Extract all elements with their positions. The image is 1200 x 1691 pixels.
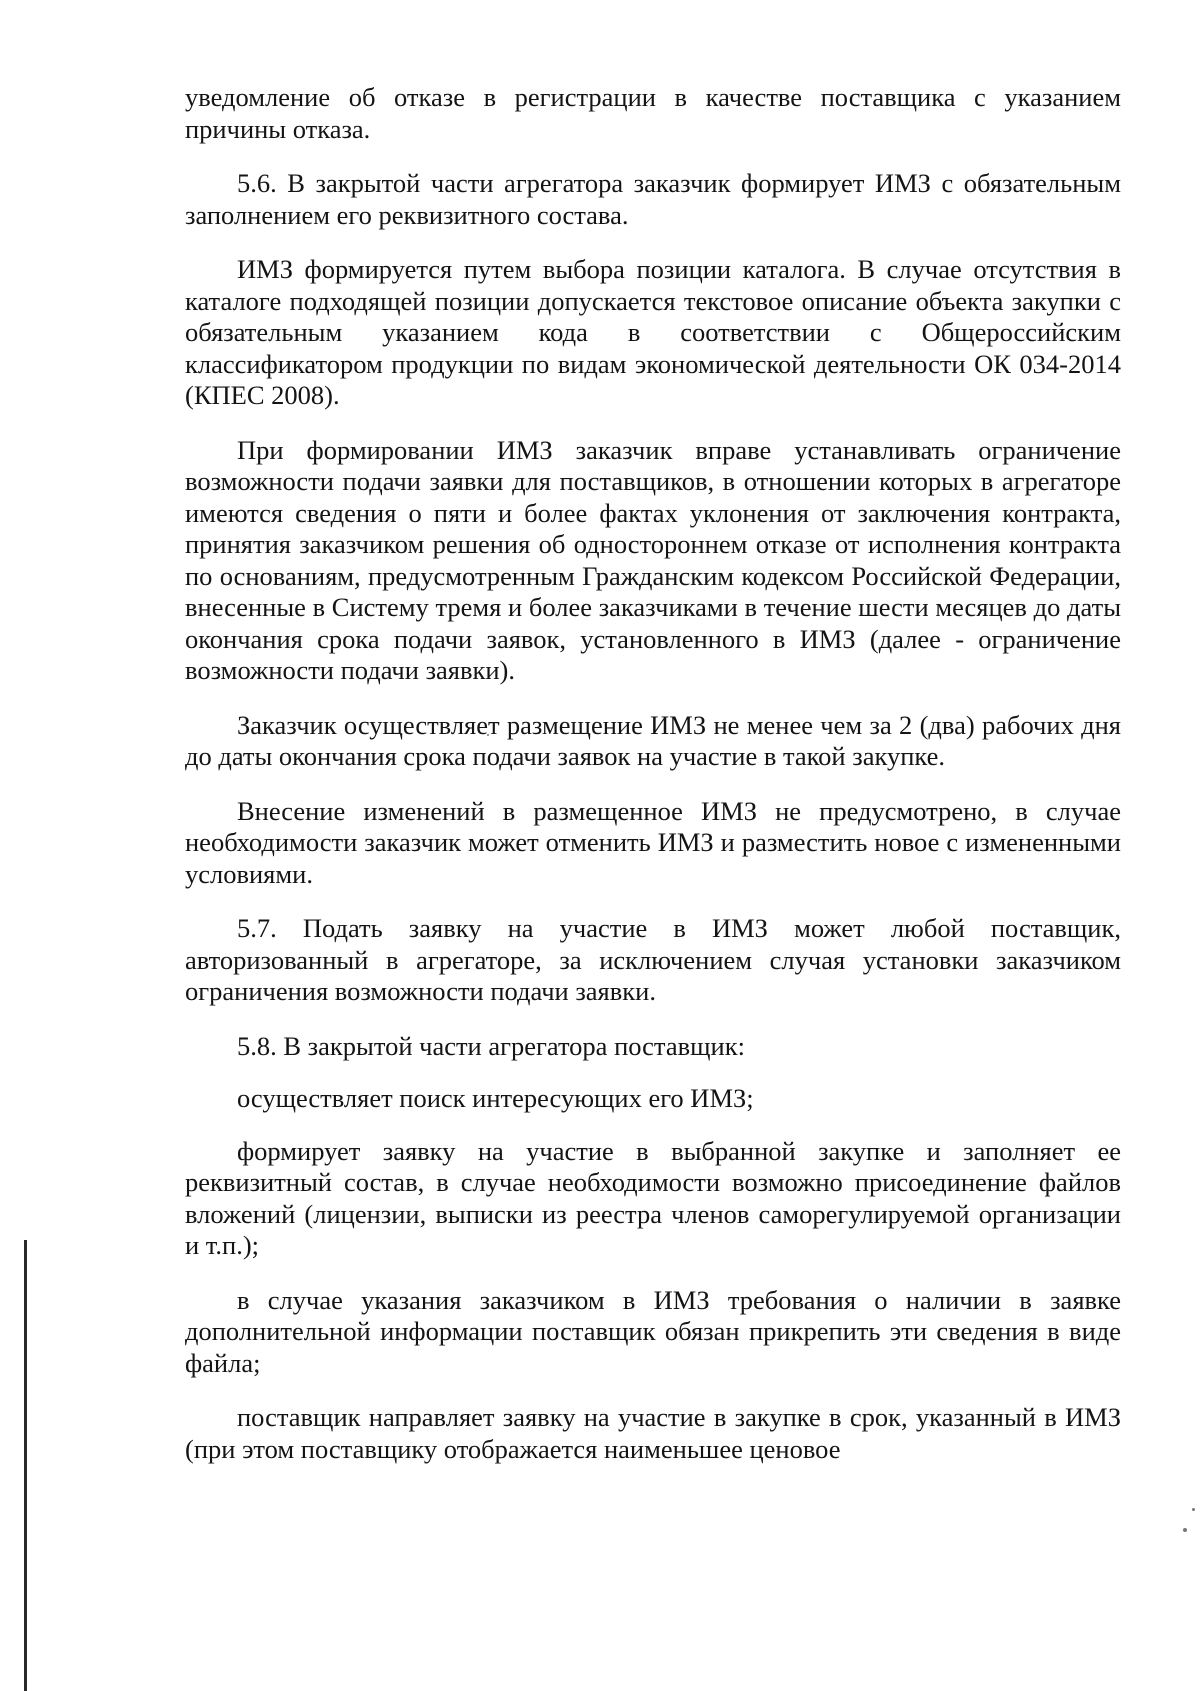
list-item-search: осуществляет поиск интересующих его ИМЗ;: [237, 1083, 754, 1113]
list-item-attach-file: в случае указания заказчиком в ИМЗ требования о наличии в заявке дополнительной информации поставщик обязан прикрепить эти сведения в виде файла;: [185, 1284, 1121, 1378]
list-item-submit: поставщик направляет заявку на участие в закупке в срок, указанный в ИМЗ (при этом поставщику отображается наименьшее ценовое: [185, 1402, 1121, 1464]
paragraph-catalog: ИМЗ формируется путем выбора позиции каталога. В случае отсутствия в каталоге подходящей позиции допускается текстовое описание объекта закупки с обязательным указанием кода в соответствии с Общероссийским классификатором продукции по видам экономической деятельности ОК 034-2014 (КПЕС 2008).: [185, 254, 1121, 410]
paragraph-placement-term: Заказчик осуществляет размещение ИМЗ не менее чем за 2 (два) рабочих дня до даты окончания срока подачи заявок на участие в такой закупке.: [185, 709, 1121, 771]
paragraph-5-8: 5.8. В закрытой части агрегатора поставщик:: [237, 1030, 745, 1061]
document-page: [185, 82, 1121, 1488]
paragraph-changes: Внесение изменений в размещенное ИМЗ не предусмотрено, в случае необходимости заказчик может отменить ИМЗ и разместить новое с измененными условиями.: [185, 795, 1121, 889]
scan-speck: [1192, 1508, 1195, 1511]
scan-left-edge: [24, 1240, 27, 1691]
paragraph-restriction: При формировании ИМЗ заказчик вправе устанавливать ограничение возможности подачи заявки для поставщиков, в отношении которых в агрегаторе имеются сведения о пяти и более фактах уклонения от заключения контракта, принятия заказчиком решения об одностороннем отказе от исполнения контракта по основаниям, предусмотренным Гражданским кодексом Российской Федерации, внесенные в Систему тремя и более заказчиками в течение шести месяцев до даты окончания срока подачи заявок, установленного в ИМЗ (далее - ограничение возможности подачи заявки).: [185, 434, 1121, 685]
paragraph-continuation: уведомление об отказе в регистрации в качестве поставщика с указанием причины отказа.: [185, 82, 1121, 144]
scan-speck: [1183, 1528, 1187, 1532]
list-item-form-application: формирует заявку на участие в выбранной закупке и заполняет ее реквизитный состав, в случае необходимости возможно присоединение файлов вложений (лицензии, выписки из реестра членов саморегулируемой организации и т.п.);: [185, 1135, 1121, 1260]
paragraph-5-6: 5.6. В закрытой части агрегатора заказчик формирует ИМЗ с обязательным заполнением его реквизитного состава.: [185, 168, 1121, 230]
paragraph-5-7: 5.7. Подать заявку на участие в ИМЗ может любой поставщик, авторизованный в агрегаторе, за исключением случая установки заказчиком ограничения возможности подачи заявки.: [185, 913, 1121, 1006]
